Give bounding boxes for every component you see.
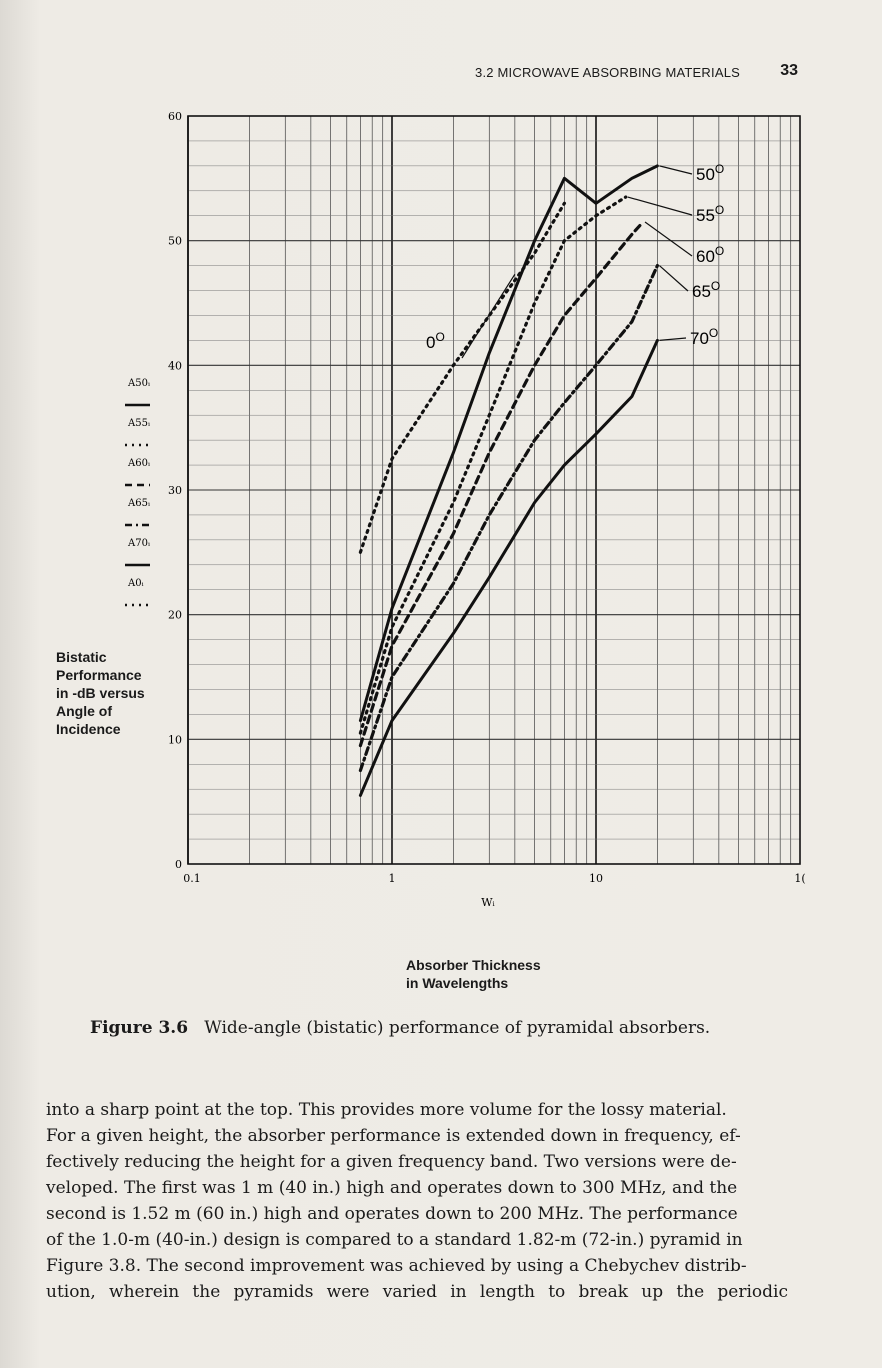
legend-label: A0ᵢ	[128, 578, 144, 589]
figure-caption-text: Wide-angle (bistatic) performance of pyramidal absorbers.	[204, 1018, 711, 1038]
body-paragraph	[46, 1097, 788, 1305]
series-label: $70^O$	[690, 326, 719, 348]
text-line: second is 1.52 m (60 in.) high and operates down to 200 MHz. The performance	[46, 1204, 738, 1224]
degree-symbol: O	[435, 330, 445, 344]
legend-label: A70ᵢ	[128, 538, 150, 549]
callout-line	[462, 274, 515, 358]
text-line: fectively reducing the height for a given frequency band. Two versions were de-	[46, 1152, 737, 1172]
legend-label: A55ᵢ	[128, 418, 150, 429]
x-tick-label: 10	[589, 872, 603, 885]
x-axis-label-line: in Wavelengths	[406, 975, 509, 991]
degree-symbol: O	[710, 279, 721, 293]
running-header	[0, 62, 800, 86]
degree-symbol: O	[714, 244, 725, 258]
legend-label: A50ᵢ	[128, 378, 150, 389]
callout-line	[628, 197, 692, 215]
y-tick-label: 40	[168, 359, 182, 373]
text-line: ution, wherein the pyramids were varied in length to break up the periodic	[46, 1282, 788, 1302]
legend-label: A60ᵢ	[128, 458, 150, 469]
chart-grid	[188, 116, 800, 864]
text-line: For a given height, the absorber performance is extended down in frequency, ef-	[46, 1126, 741, 1146]
y-axis-label-line: Incidence	[56, 721, 121, 737]
x-tick-label: 0.1	[183, 872, 201, 885]
callout-line	[659, 266, 688, 291]
x-axis-label-line: Absorber Thickness	[406, 957, 541, 973]
page-number: 33	[780, 62, 798, 79]
section-title: 3.2 MICROWAVE ABSORBING MATERIALS	[475, 65, 740, 80]
chart-legend	[125, 378, 150, 605]
legend-label: A65ᵢ	[128, 498, 150, 509]
callout-line	[645, 222, 692, 256]
x-axis-label	[406, 956, 541, 992]
y-axis-label-line: Angle of	[56, 703, 112, 719]
chart-series-labels	[426, 162, 724, 358]
series-line-A50	[360, 166, 657, 721]
series-label: $0^O$	[426, 330, 445, 352]
series-line-A65	[360, 266, 657, 771]
series-line-A60	[360, 222, 643, 746]
y-tick-label: 30	[168, 484, 182, 497]
text-line: of the 1.0-m (40-in.) design is compared to a standard 1.82-m (72-in.) pyramid in	[46, 1230, 743, 1250]
text-line: veloped. The first was 1 m (40 in.) high and operates down to 300 MHz, and the	[46, 1178, 738, 1198]
series-label: $60^O$	[696, 244, 725, 266]
text-line: into a sharp point at the top. This provides more volume for the lossy material.	[46, 1100, 727, 1120]
text-line: Figure 3.8. The second improvement was achieved by using a Chebychev distrib-	[46, 1256, 747, 1276]
series-line-A0	[360, 203, 564, 552]
degree-symbol: O	[714, 203, 725, 217]
y-tick-label: 20	[168, 608, 182, 622]
y-axis-label-line: Bistatic	[56, 649, 107, 665]
bistatic-performance-chart	[0, 100, 882, 909]
x-symbol: Wᵢ	[481, 896, 495, 909]
y-tick-label: 50	[168, 234, 182, 248]
degree-symbol: O	[714, 162, 725, 176]
x-tick-label: 1	[388, 872, 396, 885]
series-line-A70	[360, 340, 657, 795]
series-label: $50^O$	[696, 162, 725, 184]
y-axis-label-line: Performance	[56, 667, 142, 683]
y-axis-label-line: in -dB versus	[56, 685, 145, 701]
y-axis-label	[56, 648, 145, 738]
callout-line	[659, 166, 692, 174]
chart-series	[360, 166, 657, 796]
figure-number: Figure 3.6	[90, 1018, 189, 1038]
series-label: $55^O$	[696, 203, 725, 225]
figure-caption	[90, 1018, 710, 1038]
x-tick-label: 1(	[794, 872, 806, 885]
degree-symbol: O	[708, 326, 719, 340]
chart-tick-labels	[168, 110, 806, 885]
y-tick-label: 10	[168, 733, 182, 747]
y-tick-label: 60	[168, 110, 182, 123]
y-tick-label: 0	[175, 858, 182, 871]
series-label: $65^O$	[692, 279, 721, 301]
callout-line	[659, 338, 686, 340]
